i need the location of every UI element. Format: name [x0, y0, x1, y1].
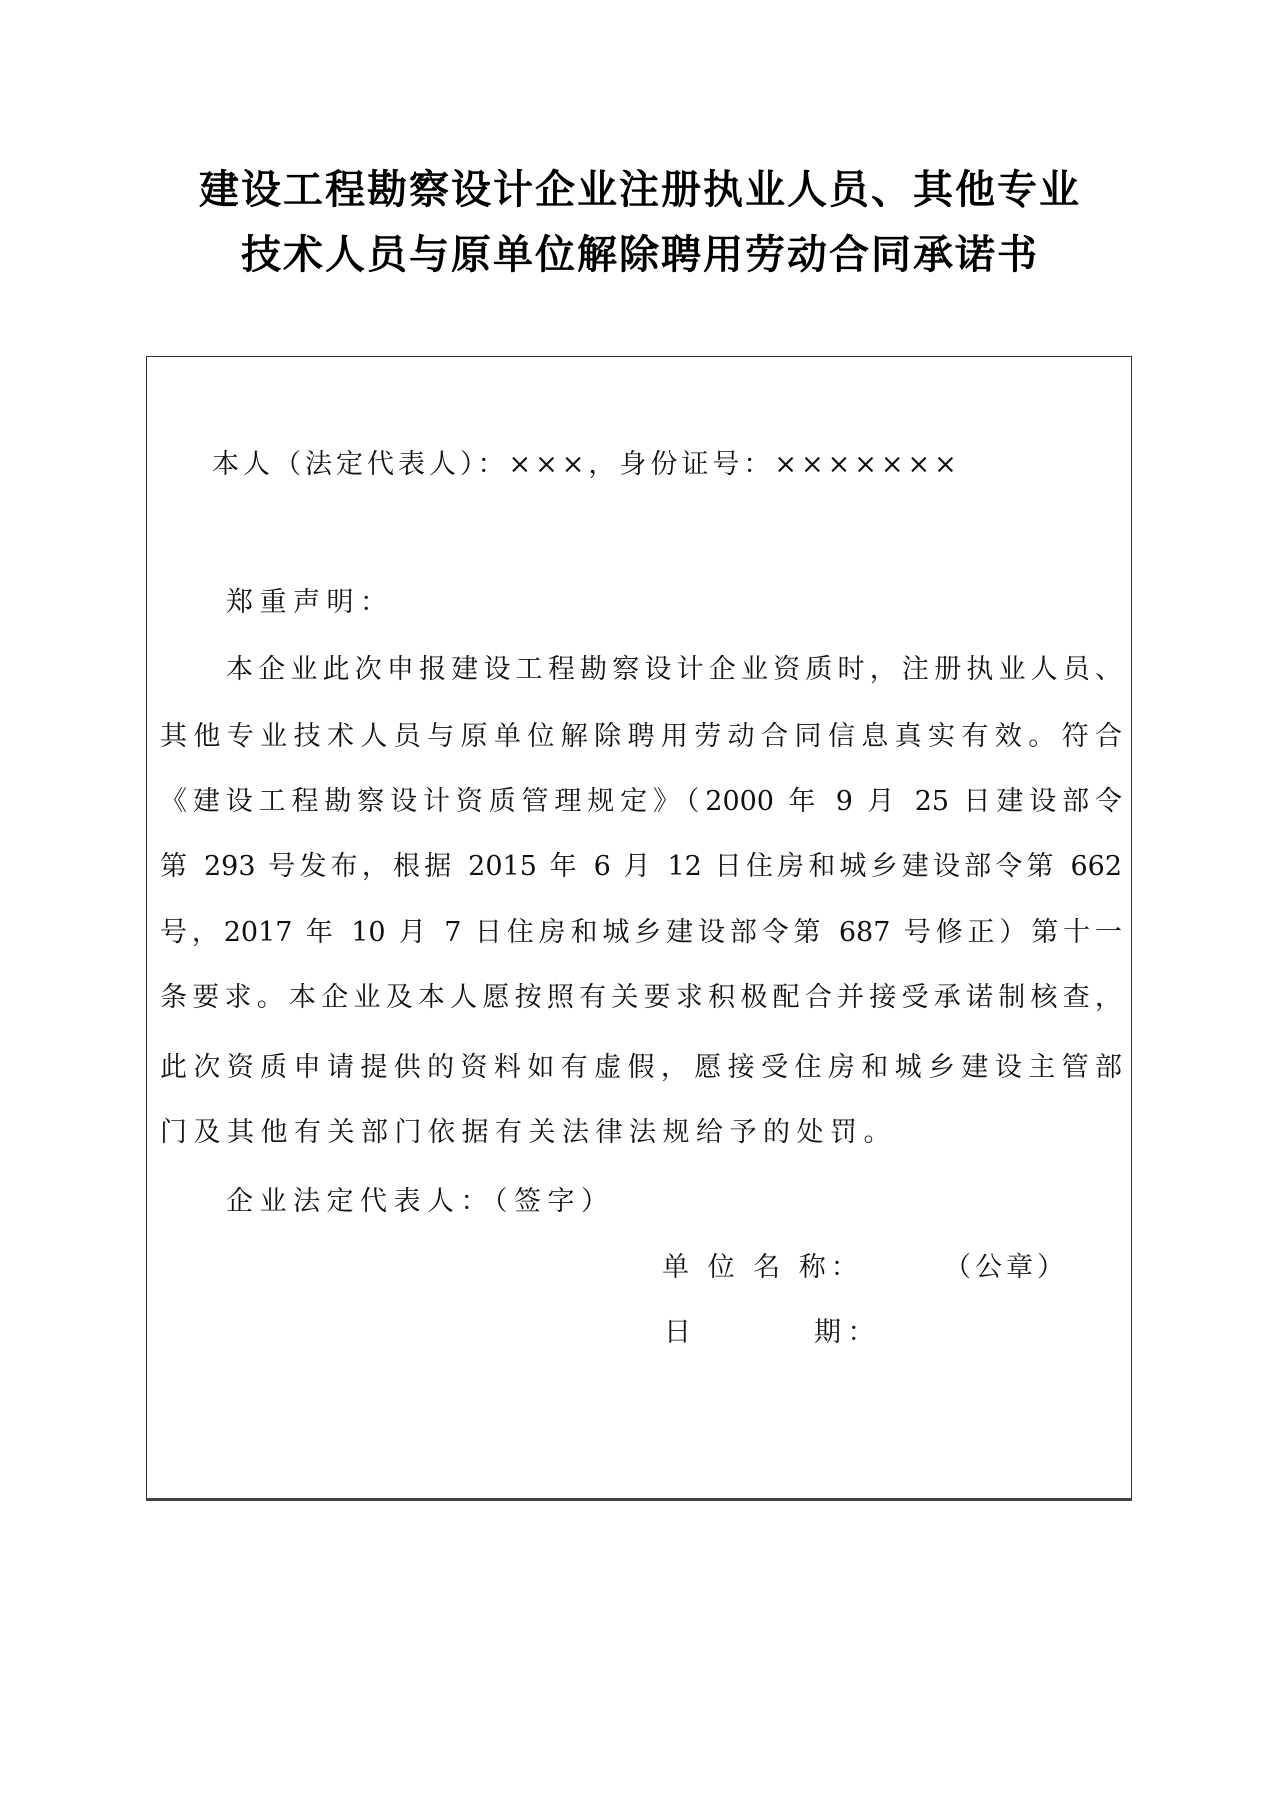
declarant-line: 本人（法定代表人）：×××，身份证号：××××××× — [212, 449, 961, 480]
date-label-start: 日 — [664, 1317, 698, 1348]
body-line-4: 第 293 号发布，根据 2015 年 6 月 12 日住房和城乡建设部令第 662 — [160, 851, 1122, 882]
seal-label: （公章） — [944, 1252, 1068, 1283]
body-line-5: 号，2017 年 10 月 7 日住房和城乡建设部令第 687 号修正）第十一 — [160, 917, 1122, 948]
legal-rep-signature: 企业法定代表人：（签字） — [226, 1186, 615, 1217]
body-line-6: 条要求。本企业及本人愿按照有关要求积极配合并接受承诺制核查， — [160, 982, 1122, 1013]
unit-name-label: 单 位 名 称： — [662, 1252, 863, 1283]
body-line-7: 此次资质申请提供的资料如有虚假，愿接受住房和城乡建设主管部 — [160, 1052, 1122, 1083]
date-label-end: 期： — [814, 1317, 881, 1348]
solemn-statement: 郑重声明： — [226, 587, 394, 618]
title-line-2: 技术人员与原单位解除聘用劳动合同承诺书 — [241, 232, 1039, 278]
body-line-1: 本企业此次申报建设工程勘察设计企业资质时，注册执业人员、 — [226, 654, 1122, 685]
body-line-8: 门及其他有关部门依据有关法律法规给予的处罚。 — [160, 1117, 897, 1148]
body-line-3: 《建设工程勘察设计资质管理规定》（2000 年 9 月 25 日建设部令 — [160, 786, 1122, 817]
title-line-1: 建设工程勘察设计企业注册执业人员、其他专业 — [199, 167, 1081, 213]
body-line-2: 其他专业技术人员与原单位解除聘用劳动合同信息真实有效。符合 — [160, 721, 1122, 752]
